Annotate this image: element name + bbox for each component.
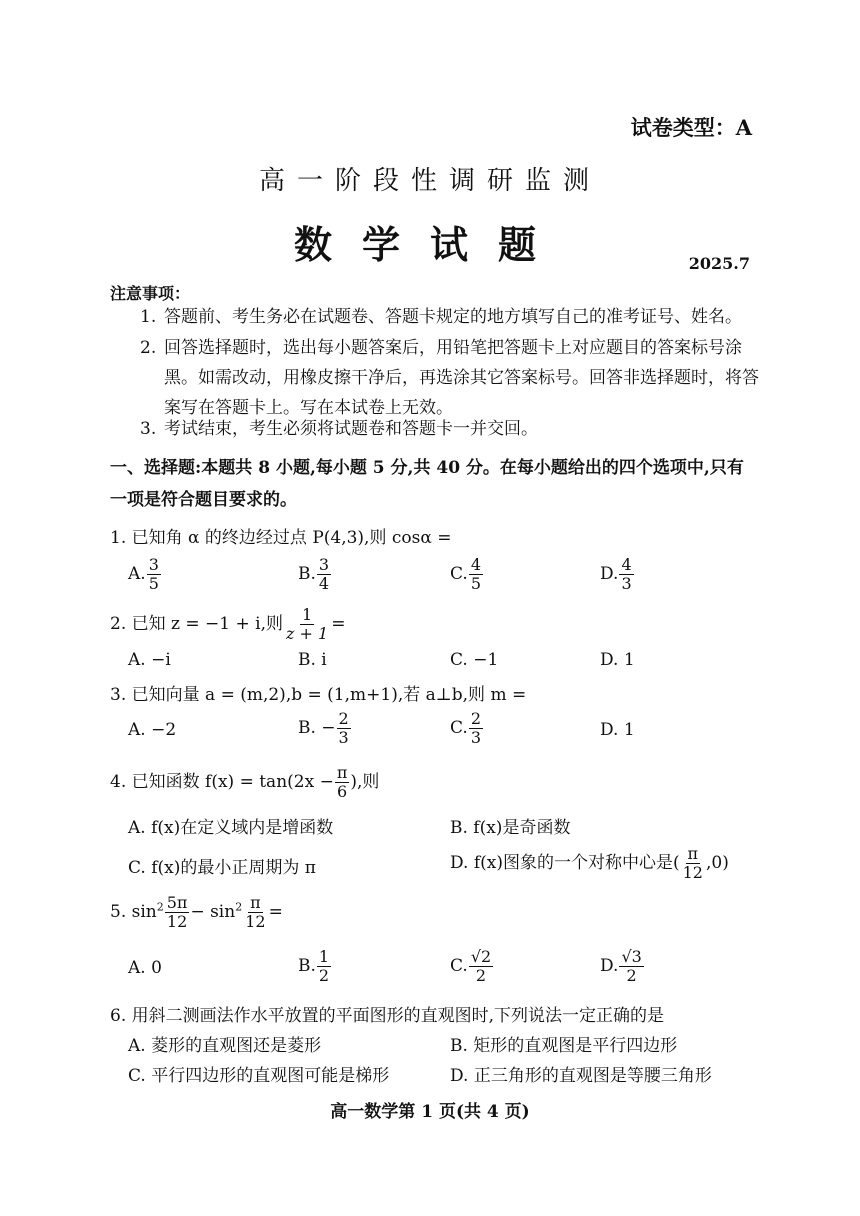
question-5-option-d: D. $\frac{√3}{2}$ bbox=[600, 947, 642, 985]
question-4-option-b: B. f(x)是奇函数 bbox=[450, 818, 571, 838]
question-2-option-c: C. −1 bbox=[450, 650, 499, 670]
notice-heading: 注意事项： bbox=[110, 284, 191, 303]
question-4-stem: 4. 已知函数 f(x) = tan(2x − $\frac{\pi}{6}$ ),则 bbox=[110, 763, 380, 801]
notice-item-1: 1. 答题前、考生务必在试题卷、答题卡规定的地方填写自己的准考证号、姓名。 bbox=[140, 307, 742, 327]
question-3-option-b: B. − $\frac{2}{3}$ bbox=[298, 709, 349, 747]
notice-item-2: 2. 回答选择题时，选出每小题答案后，用铅笔把答题卡上对应题目的答案标号涂 黑。如需改动，用橡皮擦干净后，再选涂其它答案标号。回答非选择题时，将答案写在答题卡上。写在本试卷上无效。 bbox=[140, 338, 759, 418]
question-6-stem: 6. 用斜二测画法作水平放置的平面图形的直观图时,下列说法一定正确的是 bbox=[110, 1006, 665, 1026]
page-footer: 高一数学第 1 页(共 4 页) bbox=[330, 1102, 530, 1122]
question-4-option-d: D. f(x)图象的一个对称中心是( $\frac{\pi}{12}$ ,0) bbox=[450, 844, 729, 882]
question-3-stem: 3. 已知向量 a = (m,2),b = (1,m+1),若 a⊥b,则 m = bbox=[110, 685, 527, 705]
question-1-option-b: B. $\frac{3}{4}$ bbox=[298, 555, 330, 593]
exam-title: 数学试题 bbox=[293, 222, 566, 267]
question-1-option-a: A. $\frac{3}{5}$ bbox=[128, 555, 159, 593]
question-5-stem: 5. $\sin^2$ $\frac{5\pi}{12}$ − $\sin^2$ $\frac{\pi}{12}$ = bbox=[110, 893, 283, 931]
question-5-option-a: A. 0 bbox=[128, 958, 162, 978]
question-2-stem: 2. 已知 z = −1 + i,则 $\frac{1}{z + 1}$ = bbox=[110, 605, 346, 643]
question-5-option-c: C. $\frac{√2}{2}$ bbox=[450, 947, 492, 985]
notice-item-3: 3. 考试结束，考生必须将试题卷和答题卡一并交回。 bbox=[140, 419, 538, 439]
question-4-option-a: A. f(x)在定义域内是增函数 bbox=[128, 818, 334, 838]
question-1-option-d: D. $\frac{4}{3}$ bbox=[600, 555, 632, 593]
question-2-option-a: A. −i bbox=[128, 650, 171, 670]
question-6-option-a: A. 菱形的直观图还是菱形 bbox=[128, 1036, 322, 1056]
question-6-option-c: C. 平行四边形的直观图可能是梯形 bbox=[128, 1066, 390, 1086]
section-1-heading: 一、选择题:本题共 8 小题,每小题 5 分,共 40 分。在每小题给出的四个选项中,只有一项是符合题目要求的。 bbox=[110, 458, 744, 510]
question-1-stem: 1. 已知角 α 的终边经过点 P(4,3),则 cosα = bbox=[110, 528, 452, 548]
question-3-option-c: C. $\frac{2}{3}$ bbox=[450, 709, 481, 747]
question-6-option-b: B. 矩形的直观图是平行四边形 bbox=[450, 1036, 678, 1056]
question-4-option-c: C. f(x)的最小正周期为 π bbox=[128, 858, 316, 878]
paper-type: 试卷类型：A bbox=[630, 115, 752, 140]
question-2-option-b: B. i bbox=[298, 650, 327, 670]
question-5-option-b: B. $\frac{1}{2}$ bbox=[298, 947, 330, 985]
exam-subtitle: 高一阶段性调研监测 bbox=[258, 166, 601, 196]
question-6-option-d: D. 正三角形的直观图是等腰三角形 bbox=[450, 1066, 712, 1086]
question-3-option-a: A. −2 bbox=[128, 720, 177, 740]
question-1-option-c: C. $\frac{4}{5}$ bbox=[450, 555, 481, 593]
exam-date: 2025.7 bbox=[688, 254, 750, 273]
question-2-option-d: D. 1 bbox=[600, 650, 635, 670]
question-3-option-d: D. 1 bbox=[600, 720, 635, 740]
